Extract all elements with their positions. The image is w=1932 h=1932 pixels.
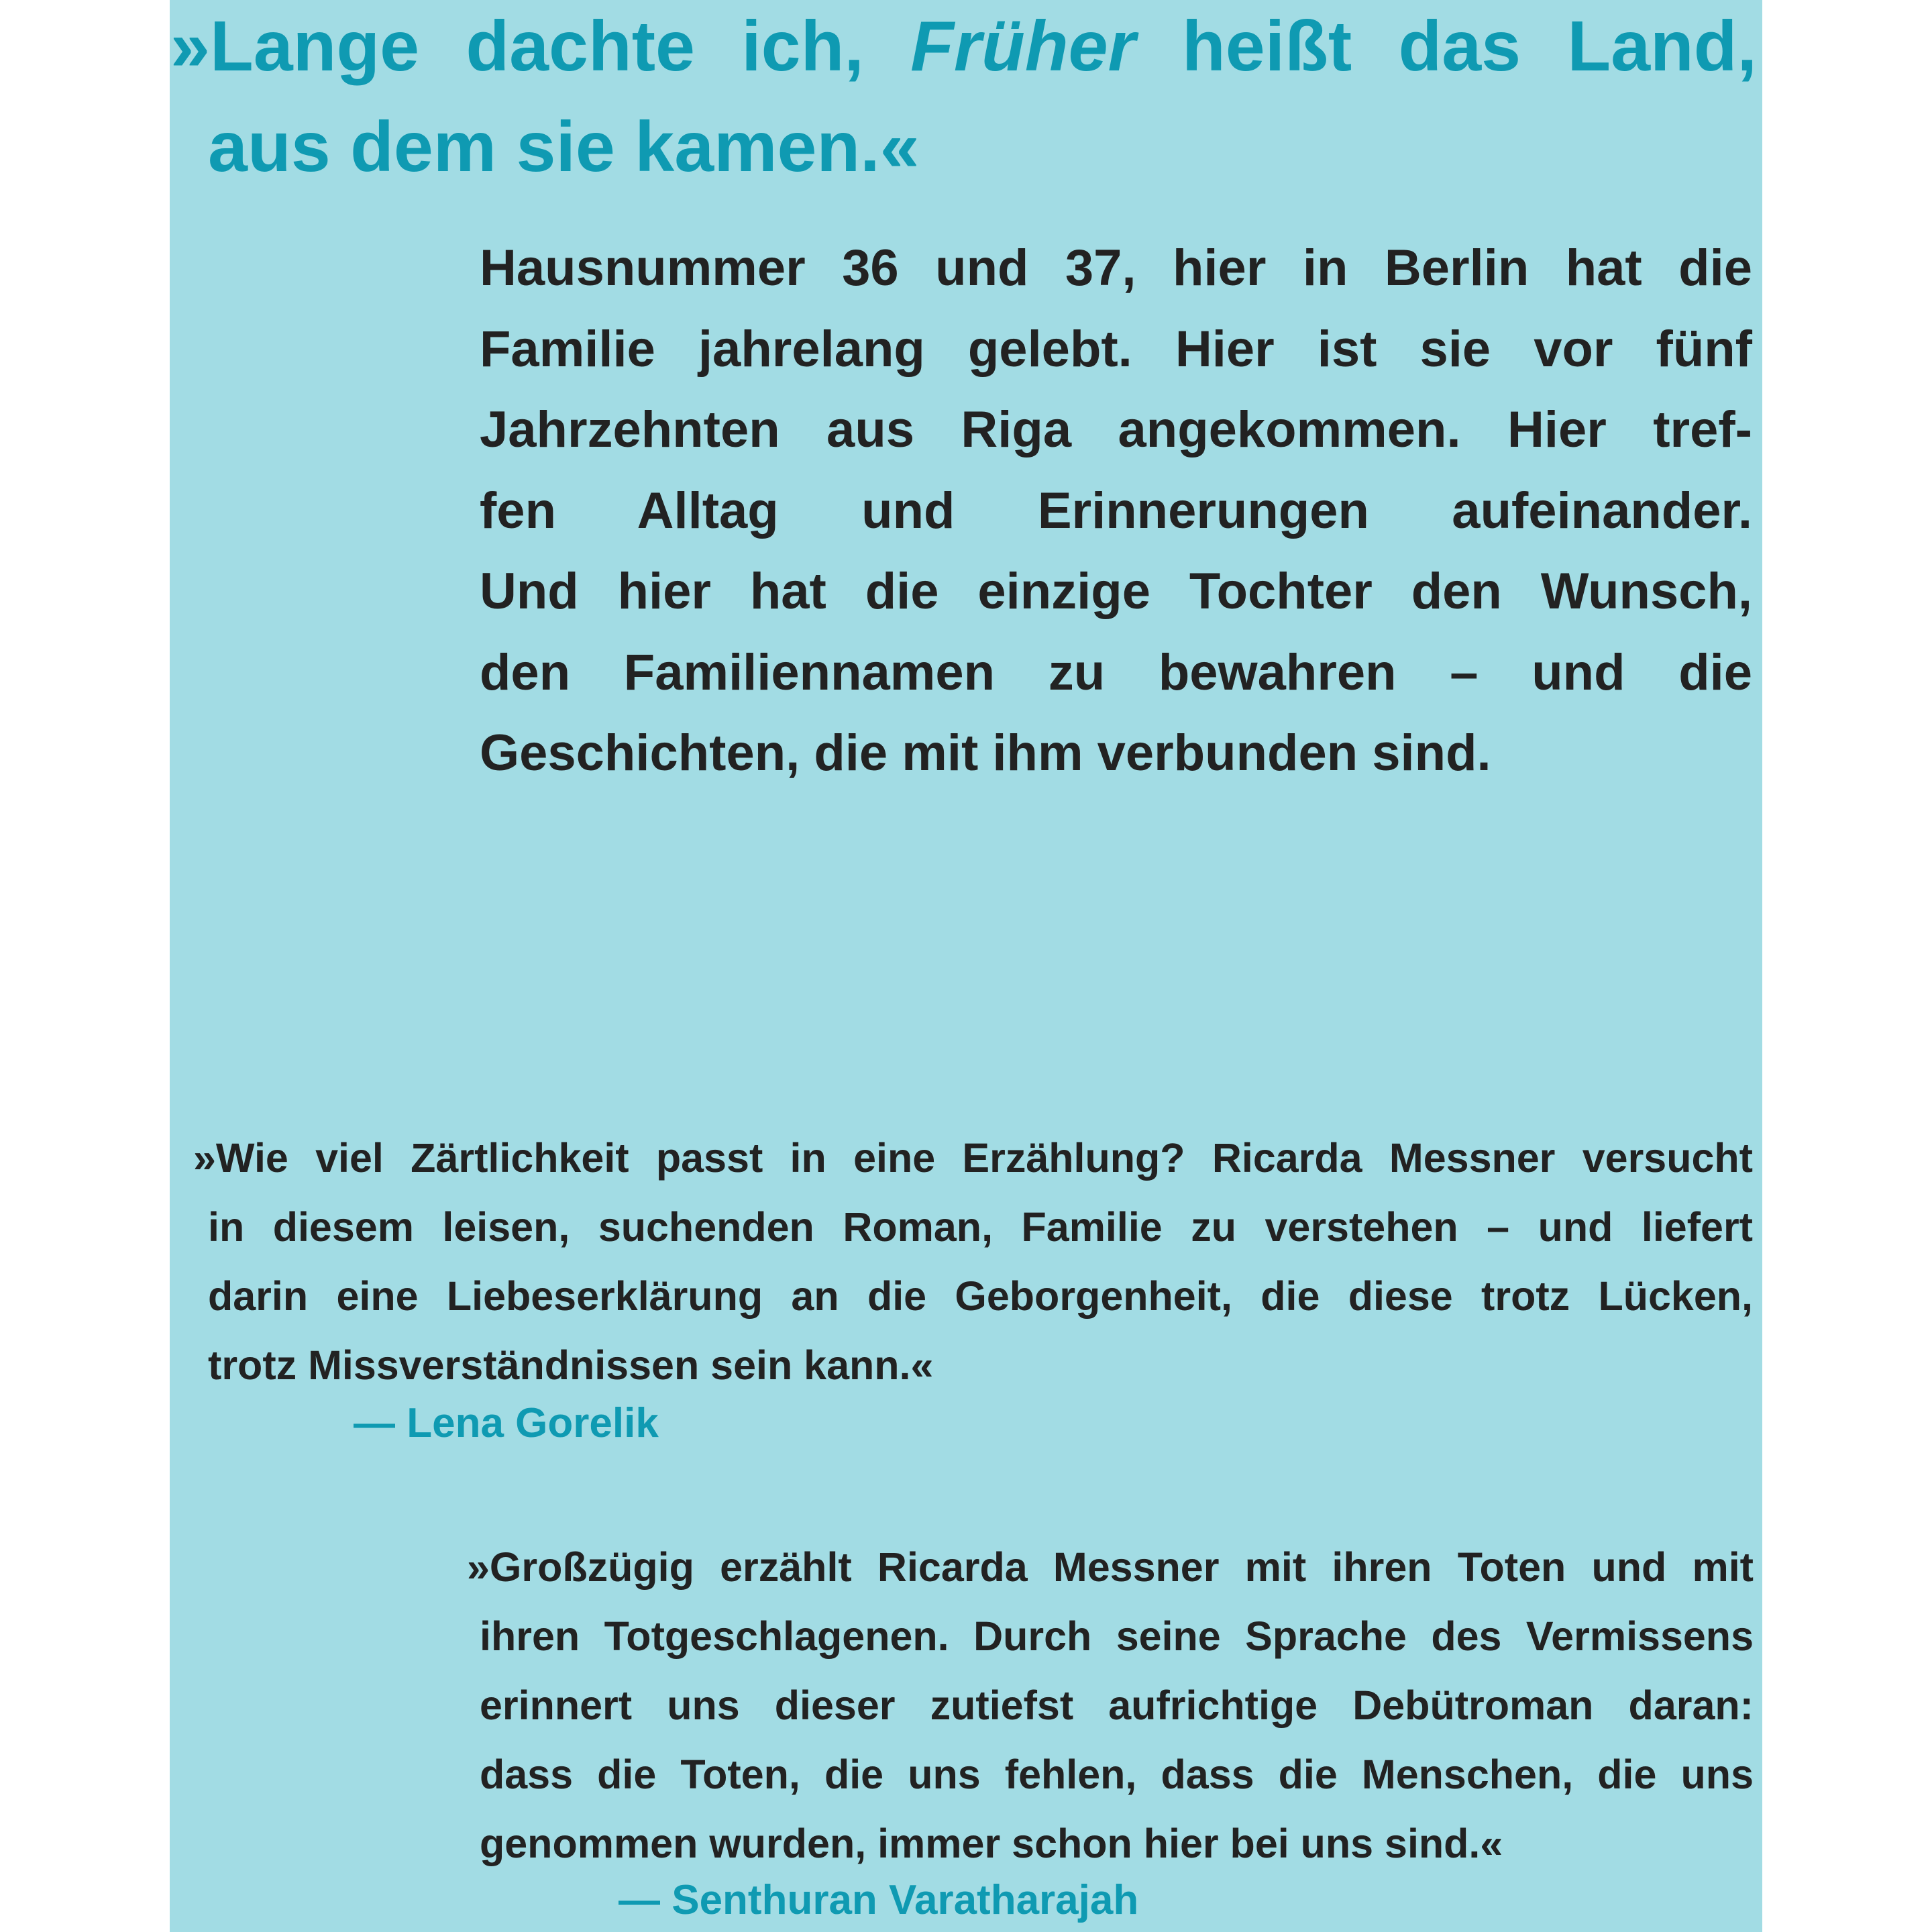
blurb-line: fen Alltag und Erinnerungen aufeinander. xyxy=(480,482,1752,539)
blurb-line: Familie jahrelang gelebt. Hier ist sie vor fünf xyxy=(480,320,1752,378)
review-line: ihren Totgeschlagenen. Durch seine Sprache des Vermissens xyxy=(480,1613,1754,1659)
review-quote-2 xyxy=(467,1533,1754,1878)
headline-line-1 xyxy=(170,0,1757,97)
blurb-line: Hausnummer 36 und 37, hier in Berlin hat die xyxy=(480,239,1752,297)
review-line: »Wie viel Zärtlichkeit passt in eine Erzählung? Ricarda Messner versucht xyxy=(193,1135,1753,1181)
blurb-line: Geschichten, die mit ihm verbunden sind. xyxy=(480,724,1491,782)
review-attribution-2: — Senthuran Varatharajah xyxy=(619,1877,1139,1923)
review-line: genommen wurden, immer schon hier bei uns sind.« xyxy=(480,1821,1503,1866)
review-line: in diesem leisen, suchenden Roman, Familie zu verstehen – und liefert xyxy=(208,1204,1753,1250)
review-quote-1 xyxy=(193,1124,1753,1400)
review-line: darin eine Liebeserklärung an die Geborgenheit, die diese trotz Lücken, xyxy=(208,1273,1753,1319)
headline-text-after: heißt das Land, xyxy=(1135,7,1757,86)
blurb-paragraph xyxy=(480,228,1752,794)
headline-text-before: »Lange dachte ich, xyxy=(170,7,911,86)
headline-italic-word: Früher xyxy=(910,7,1136,86)
review-line: trotz Missverständnissen sein kann.« xyxy=(208,1342,934,1388)
headline-line-2: aus dem sie kamen.« xyxy=(208,107,920,186)
review-line: »Großzügig erzählt Ricarda Messner mit ihren Toten und mit xyxy=(467,1544,1754,1590)
blurb-line: den Familiennamen zu bewahren – und die xyxy=(480,643,1752,701)
headline-quote xyxy=(170,0,1760,197)
blurb-line: Und hier hat die einzige Tochter den Wunsch, xyxy=(480,563,1752,620)
blurb-line: Jahrzehnten aus Riga angekommen. Hier tref- xyxy=(480,401,1752,458)
review-line: dass die Toten, die uns fehlen, dass die Menschen, die uns xyxy=(480,1752,1754,1797)
review-line: erinnert uns dieser zutiefst aufrichtige Debütroman daran: xyxy=(480,1682,1754,1728)
review-attribution-1: — Lena Gorelik xyxy=(354,1400,659,1446)
